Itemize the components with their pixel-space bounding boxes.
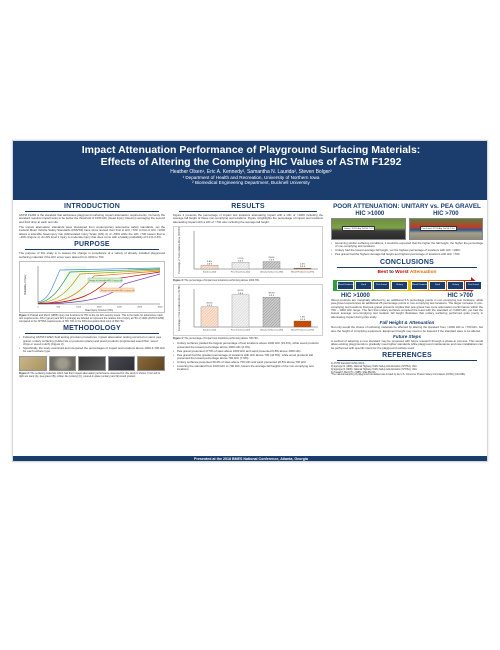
authors: Heather Olsen¹, Eric A. Kennedy², Samantha N. Laurida², Steven Bolger² [170, 169, 332, 175]
rank-box-unitary-700: Unitary [447, 281, 464, 290]
bar-data-label: 39.3% [268, 292, 275, 295]
x-tick-label: 3000 [157, 306, 163, 309]
divider [179, 211, 317, 212]
rubber-tile-photo [78, 356, 106, 371]
rank-box-sand-700: Sand [429, 281, 446, 290]
ais4-label: Range of tolerable AIS 4 injury risk [101, 289, 135, 292]
unitary-tag: Unitary: 19.6% Avg. Fall Ht: 7.0 ft [344, 227, 374, 230]
results-bullet: • Unitary surfaces yielded the largest percentage of test locations above 1000 HIC (19.6%), while wood products presented the lowest percentage above 1000 HIC (2.4%). [173, 342, 323, 349]
figure-4-bar-chart [174, 285, 322, 335]
poster [12, 140, 488, 462]
future-steps-text: A method of adopting a new standard may be proposed with future research through a phase-in process. This would allow existing playgrounds to gradually meet tighter standards while playground maintenance and new installations can be performed with specific intent for the playground surface used. [331, 339, 484, 350]
figure-2-caption [19, 372, 165, 378]
pea-gravel-photo [49, 356, 77, 371]
bar-data-label: 4.2 ft [207, 305, 212, 308]
results-bullet: • Unitary surfaces presented 39.3% of sites above 700 HIC and sand presented 26.5% above 700 HIC. [173, 361, 323, 364]
figure-4-caption [173, 337, 323, 340]
poor-attenuation-labels [331, 211, 483, 217]
figure-4-caption-label: Figure 4: [173, 337, 184, 341]
title-line-1: Impact Attenuation Performance of Playground Surfacing Materials: [81, 144, 421, 156]
poor-bullet: • Assuming similar surfacing conditions, it would be expected that the higher the fall height, the higher the percentage of non-complying test locations. [331, 242, 483, 249]
intro-heading: INTRODUCTION [63, 203, 121, 210]
results-bullet: • Pea gravel had the greatest percentage of locations with HIC above 700 (42.5%), while wood products still presented the lowest percentage above 700 HIC (7.9%). [173, 354, 323, 361]
bar-data-label: 2.4% [300, 263, 305, 266]
bar-data-label: 6.4 ft [238, 260, 243, 263]
bar [294, 268, 311, 269]
y-axis-label: Probability of Injury [24, 274, 27, 296]
ranking-arrow [331, 276, 483, 293]
rank-box-pea-gravel-700: Pea Gravel [465, 281, 482, 290]
fall-height-text: Not only would the choice of surfacing materials be affected by altering the standard from <1000 HIC to <700 HIC, but also the height of complying equipment. Equipment height may need to be lowered if the standard were to be altered. [331, 325, 483, 333]
divider [25, 333, 159, 334]
figure-3-caption [173, 279, 323, 282]
intro-text [19, 214, 165, 239]
risk-curve-ais4 [38, 271, 160, 304]
ais2-label: Range of tolerable AIS 2 injury risk [89, 279, 123, 282]
rank-box-sand-1000: Sand [355, 281, 372, 290]
poster-footer: Presented at the 2018 BMES National Conference, Atlanta, Georgia [13, 456, 488, 462]
x-tick-label: Wood Products (n=375) [290, 271, 315, 274]
poured-in-place-photo [108, 356, 136, 371]
best-word: Best [377, 269, 388, 275]
bar [294, 321, 311, 327]
x-tick-label: 0 [37, 306, 39, 309]
results-text: Figure 3 presents the percentage of impact test locations attenuating impact with a HIC of >1000 including the average fall height of these non-complying test locations. Figure 4 highlights the percentage of impact test locations attenuating impact with a HIC of >700 also including the average fall height. [173, 213, 323, 224]
poor-bullet: • Unitary had the lowest average fall height, yet the highest percentage of locations with HIC >1000. [331, 249, 483, 252]
bar-data-label: 9.8% [207, 260, 212, 263]
bar-data-label: 7.0 ft [269, 259, 274, 262]
sand-photo [19, 356, 47, 371]
figure-1-caption [19, 314, 165, 323]
x-tick-label: Pea Gravel (n=120) [230, 329, 251, 332]
label-hic-700: HIC >700 [433, 211, 459, 217]
x-axis-label: Head Injury Criterion (HIC) [84, 309, 114, 313]
rank-box-pea-gravel-1000: Pea Gravel [373, 281, 390, 290]
references-heading: REFERENCES [382, 352, 432, 360]
x-tick-label: 2000 [116, 306, 122, 309]
results-bullet: • Pea gravel presented 17.5% of sites above 1000 HIC and sand presented 9.8% above 1000 HIC. [173, 350, 323, 353]
figure-1-caption-text: Prasad and Mertz (1985) injury risk functions for HIC at the six AIS severity levels. This is the basis for automotive crash test requirements. AIS 2 (green) and AIS 4 (orange) are labeled to represent the relative risk of injury at HIC of 1000 (ASTM F1292) compared to the NHTSA requirements of HIC 700 or the 36% Acceptable Risk Limit of 560 HIC. [19, 314, 165, 324]
x-tick-label: Unitary Surface (n=163) [259, 271, 284, 274]
figure-1-caption-label: Figure 1: [19, 314, 30, 318]
conclusions-heading: CONCLUSIONS [380, 258, 434, 266]
attenuation-word: Attenuation [409, 269, 437, 275]
bar-data-label: 5.1 ft [300, 319, 305, 322]
rank-box-unitary-1000: Unitary [391, 281, 408, 290]
divider [337, 360, 477, 361]
method-bullets [19, 336, 165, 354]
to-word: to [389, 269, 394, 275]
future-steps-heading: Future Steps [392, 334, 422, 340]
rank-box-wood-products-700: Wood Products [411, 281, 428, 290]
pea-gravel-playground-photo [409, 218, 484, 240]
surface-photos [19, 356, 165, 371]
label-hic-1000: HIC >1000 [355, 211, 385, 217]
bar [232, 263, 249, 270]
method-heading: METHODOLOGY [63, 325, 121, 333]
bar-data-label: 4.6 ft [207, 263, 212, 266]
bar [263, 297, 280, 327]
x-tick-label: Unitary Surface (n=163) [259, 329, 284, 332]
poor-attenuation-bullets [331, 242, 483, 257]
playground-photos [331, 218, 483, 240]
bar [201, 265, 218, 269]
figure-4-caption-text: The percentage of impact test locations performing above 700 HIC. [184, 337, 259, 341]
x-tick-label: Sand (n=102) [202, 329, 217, 332]
y-axis-label: Percentage of Test Locations Above 1000 HIC [179, 227, 181, 274]
figure-1-injury-risk-graph [19, 261, 165, 313]
purpose-heading: PURPOSE [74, 241, 110, 249]
intro-paragraph-2: The impact attenuation standards were developed from contemporary automotive safety standards, set the Federal Motor Vehicle Safety Standards (FMVSS) have since revised their limit to HIC <700. A limit of HIC <1000 allows a tolerable head injury risk (Abbreviated Injury Scale (AIS) 2) of ~59% while the HIC <700 lowers that to ~40% (Figure 1). An AIS level 2 injury is moderate injury that does come with a fatality probability of 0.1%-0.4%. [19, 224, 165, 239]
purpose-text: The purpose of this study is to assess the change in compliance of a variety of already installed playground surfacing materials if the HIC score were altered from 1000 to 700. [19, 251, 165, 259]
x-tick-label: 1000 [76, 306, 82, 309]
x-tick-label: 2500 [137, 306, 143, 309]
figure-3-caption-text: The percentage of impact test locations performing above 1000 HIC. [184, 279, 260, 283]
reference-item: 2) Eppinger R (1999). National Highway Traffic Safety Administration (NHTSA), USA. [331, 366, 418, 369]
x-tick-label: 1500 [96, 306, 102, 309]
divider [337, 267, 477, 268]
conclusions-text: Wood products are marginally affected by an additional 5.5 percentage points in non-complying test locations, while pea gravel experiences an additional 25 percentage points in non-complying test locations. The larger increase in non-complying test locations that pea gravel presents implies that pea gravel has more attenuation performance within the 700 – 1000 HIC range. The fact that unitary surfaces complied the least with the standard of <1000 HIC, yet had the lowest average non-complying test location fall height illustrates that unitary surfacing performed quite poorly in attenuating impact during this study. [331, 297, 483, 319]
method-bullet: • Specifically, the study examined and compared the percentages of impact test locations above 1000 & 700 HIC for each surface type. [19, 347, 165, 354]
poor-bullet: • Pea gravel had the highest average fall height and highest percentage of locations with HIC >700. [331, 253, 483, 256]
ranking-label-700: HIC >700 [447, 292, 473, 299]
rank-box-wood-products-1000: Wood Products [337, 281, 354, 290]
ranking-label-1000: HIC >1000 [341, 292, 370, 299]
title-line-2: Effects of Altering the Complying HIC Values of ASTM F1292 [100, 156, 402, 168]
fall-height-heading: Fall Height & Attenuation [379, 320, 435, 326]
wood-product-photo [137, 356, 165, 371]
reference-item: 4) Prasad P, Mertz HJ. (1985). SAE 851246. [331, 371, 377, 374]
risk-curve-ais5 [38, 272, 160, 304]
figure-3-caption-label: Figure 3: [173, 279, 184, 283]
affiliation-1: ¹ Department of Health and Recreation, University of Northern Iowa [182, 175, 320, 180]
figure-2-caption-label: Figure 2: [19, 371, 30, 375]
unitary-playground-photo [331, 218, 406, 240]
reference-item: 3) Eppinger R (2000). National Highway Traffic Safety Administration (NHTSA), USA. [331, 368, 418, 371]
method-bullet: • Following ASTM F1292¹ field testing provision procedures, impact attenuation testing occurred on sand, pea gravel, unitary surfacing (rubber tile or poured-in-place) and wood products (engineered wood fiber, wood chips or wood mulch) (Figure 2). [19, 336, 165, 346]
column-right [331, 203, 483, 377]
results-bullet: • Lowering the standard from 1000 HIC to 700 HIC, lowers the average fall heights of the non-complying test locations. [173, 365, 323, 372]
figure-3-bar-chart [174, 227, 322, 277]
bar-data-label: 26.5% [206, 302, 213, 305]
results-bullets [173, 342, 323, 372]
divider [25, 249, 159, 250]
bar-data-label: 42.5% [237, 290, 244, 293]
intro-paragraph-1: ASTM F1292 is the standard that addresses playground surfacing impact attenuation requirements. Currently the standard requires impact tests to be below the threshold of 1000 HIC (Head Injury Criterion) averaging the second and third drop at each test site. [19, 213, 165, 224]
affiliation-2: ² Biomedical Engineering Department, Bucknell University [192, 180, 310, 186]
bar-data-label: 17.5% [237, 258, 244, 261]
x-tick-label: Sand (n=102) [202, 271, 217, 274]
figure-4-chart [173, 284, 323, 336]
pea-gravel-tag: Pea Gravel: 42.5% Avg. Fall Ht: 5.8 ft [421, 227, 455, 230]
column-left [19, 203, 165, 380]
results-heading: RESULTS [231, 203, 265, 210]
x-tick-label: 500 [56, 306, 61, 309]
bar [201, 307, 218, 327]
poor-attenuation-heading: POOR ATTENUATION: UNITARY vs. PEA GRAVEL [333, 203, 481, 210]
reference-item: *The national sampling of playground fall dataset was funded by the U.S. Consumer Product Safety Commission (CPSC) (CD-0391). [331, 374, 466, 377]
bar-data-label: 5.9 ft [300, 266, 305, 269]
bar-data-label: 19.6% [268, 257, 275, 260]
divider [25, 211, 159, 212]
bar-data-label: 6.3 ft [269, 295, 274, 298]
injury-risk-curves [20, 262, 164, 312]
figure-3-chart [173, 226, 323, 278]
column-middle [173, 203, 323, 372]
x-tick-label: Wood Products (n=375) [290, 329, 315, 332]
y-axis-label: Percentage of Test Locations Above 700 HIC [179, 285, 181, 332]
bar-data-label: 5.8 ft [238, 293, 243, 296]
figure-2-caption-text: The surfacing materials which had their impact attenuation performance assessed for this study is shown. From left to right are sand (A), pea gravel (B), rubber tile (unitary) (C), poured-in-place (unitary) and (E) wood product. [19, 371, 161, 378]
bar-data-label: 7.9% [300, 316, 305, 319]
worst-word: Worst [395, 269, 409, 275]
reference-item: 1) ASTM Standard F1292 (2013). [331, 363, 365, 366]
x-tick-label: Pea Gravel (n=120) [230, 271, 251, 274]
poster-header [13, 141, 488, 200]
ranking-heading [331, 270, 483, 275]
bar [232, 295, 249, 327]
bar [263, 262, 280, 269]
